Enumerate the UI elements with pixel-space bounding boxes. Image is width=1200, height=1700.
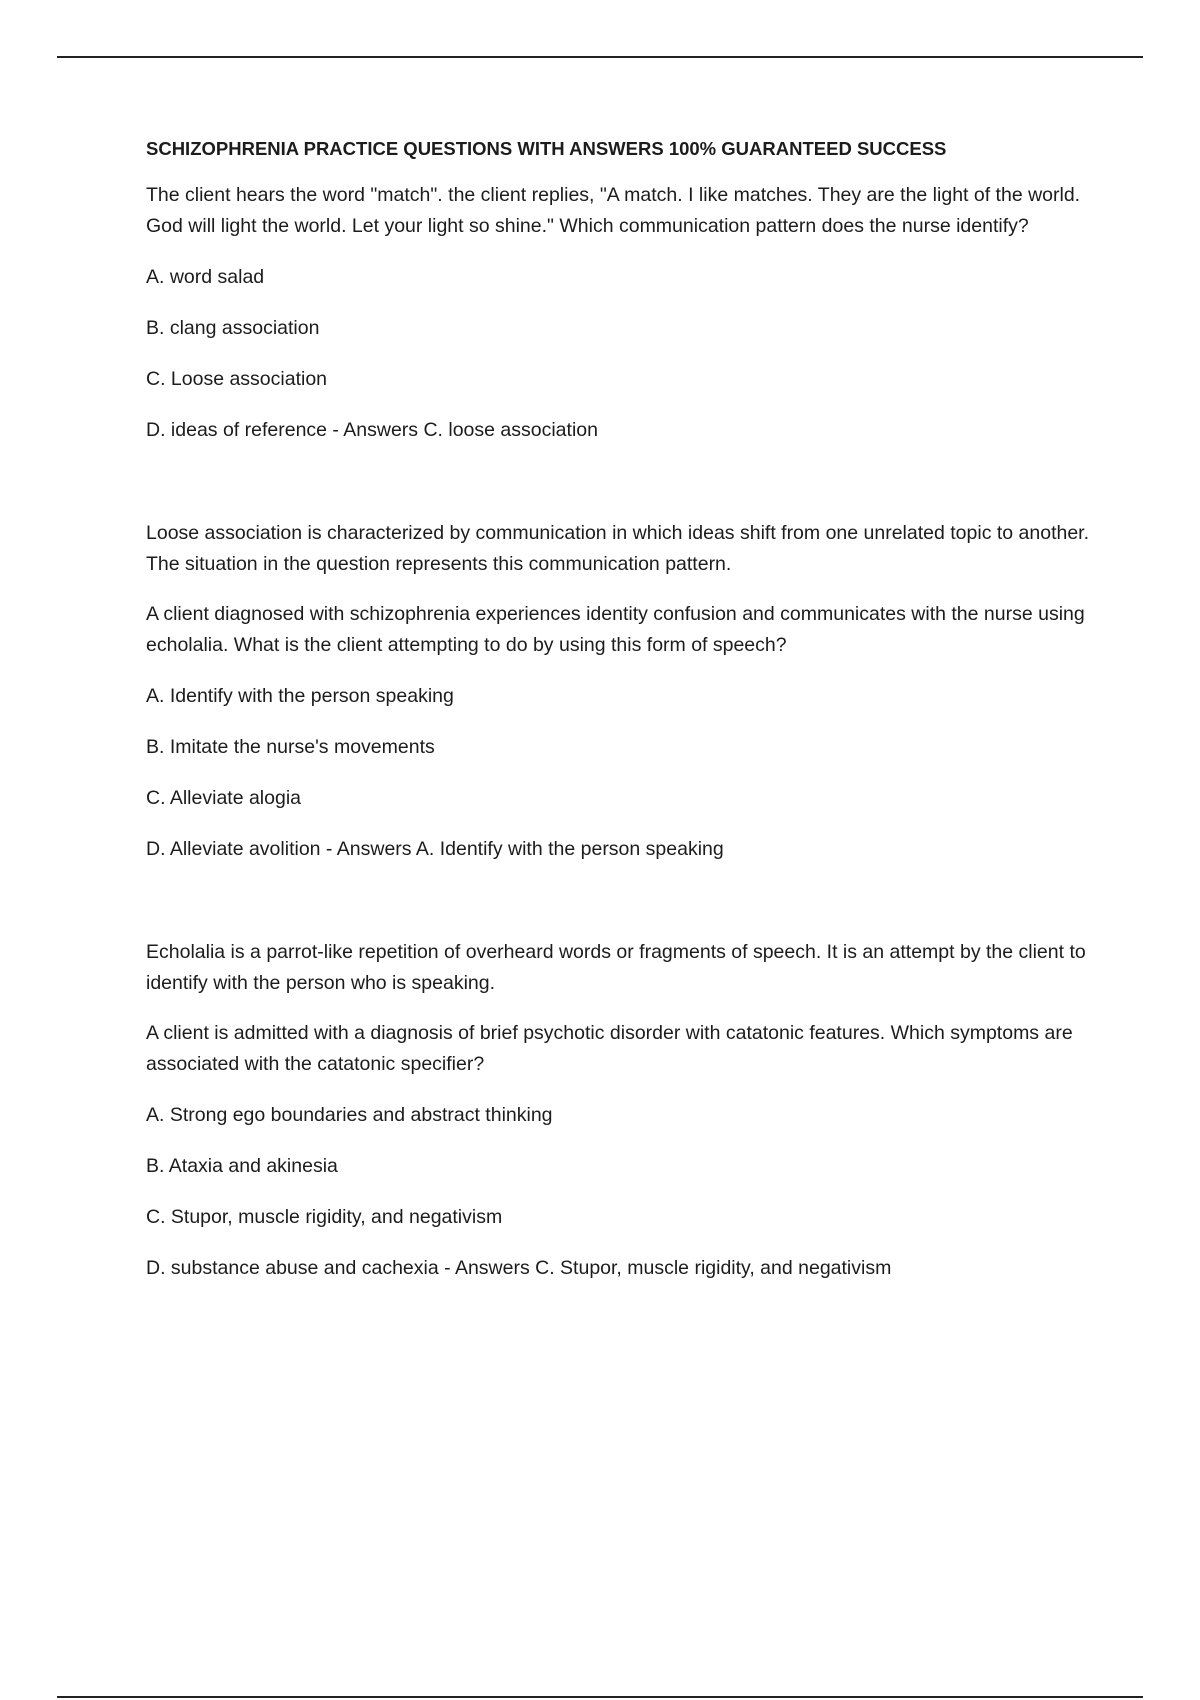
question-3-option-d-answer: D. substance abuse and cachexia - Answers C. Stupor, muscle rigidity, and negativism: [146, 1257, 892, 1279]
document-title: SCHIZOPHRENIA PRACTICE QUESTIONS WITH ANSWERS 100% GUARANTEED SUCCESS: [146, 138, 947, 159]
question-1-option-c: C. Loose association: [146, 368, 328, 390]
question-1-option-b: B. clang association: [146, 317, 320, 339]
question-2-option-b: B. Imitate the nurse's movements: [146, 736, 435, 758]
footer-rule: [57, 1696, 1143, 1698]
question-3-stem: A client is admitted with a diagnosis of brief psychotic disorder with catatonic features. Which symptoms are associated with the catatonic specifier?: [146, 1022, 1073, 1075]
question-3-option-a: A. Strong ego boundaries and abstract thinking: [146, 1104, 553, 1126]
document-body: [146, 136, 1096, 1284]
question-2: [146, 599, 1096, 999]
question-1: [146, 180, 1096, 580]
question-3-option-b: B. Ataxia and akinesia: [146, 1155, 338, 1177]
question-2-option-c: C. Alleviate alogia: [146, 787, 302, 809]
question-3-option-c: C. Stupor, muscle rigidity, and negativism: [146, 1206, 503, 1228]
question-3: [146, 1018, 1096, 1284]
question-1-option-d-answer: D. ideas of reference - Answers C. loose association: [146, 419, 598, 441]
question-1-rationale: Loose association is characterized by communication in which ideas shift from one unrelated topic to another. The situation in the question represents this communication pattern.: [146, 522, 1090, 575]
question-2-stem: A client diagnosed with schizophrenia experiences identity confusion and communicates with the nurse using echolalia. What is the client attempting to do by using this form of speech?: [146, 603, 1085, 656]
question-2-rationale: Echolalia is a parrot-like repetition of overheard words or fragments of speech. It is an attempt by the client to identify with the person who is speaking.: [146, 941, 1086, 994]
question-2-option-d-answer: D. Alleviate avolition - Answers A. Identify with the person speaking: [146, 838, 724, 860]
header-rule: [57, 56, 1143, 58]
question-1-stem: The client hears the word "match". the client replies, "A match. I like matches. They are the light of the world. God will light the world. Let your light so shine." Which communication pattern does the nurse identify?: [146, 184, 1081, 237]
question-2-option-a: A. Identify with the person speaking: [146, 685, 454, 707]
question-1-option-a: A. word salad: [146, 266, 265, 288]
